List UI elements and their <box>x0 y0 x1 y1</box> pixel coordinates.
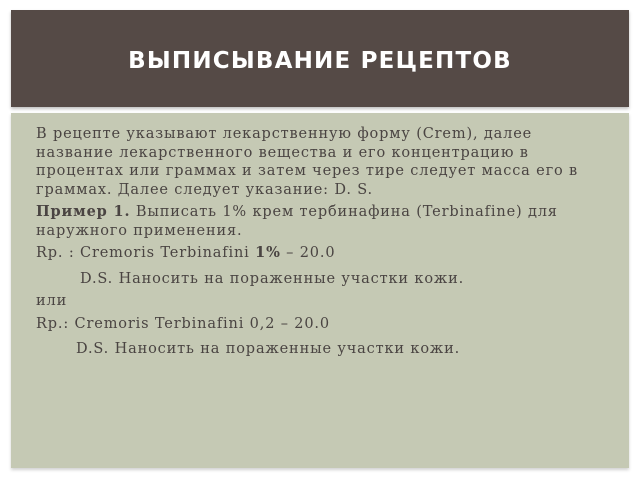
signature-line-2: D.S. Наносить на пораженные участки кожи. <box>76 341 461 357</box>
prescription-1-prefix: Rp. : Cremoris Terbinafini <box>36 245 256 261</box>
title-bar <box>11 10 629 107</box>
intro-paragraph: В рецепте указывают лекарственную форму (Crem), далее название лекарственного вещества и его концентрацию в процентах или граммах и затем через тире следует масса его в граммах. Далее следует указание: D. S. <box>36 126 579 198</box>
example-paragraph <box>36 203 611 240</box>
content-panel <box>11 113 629 468</box>
example-text: Выписать 1% крем тербинафина (Terbinafine) для наружного применения. <box>36 204 558 239</box>
or-separator: или <box>36 293 68 309</box>
content-body <box>36 125 611 363</box>
signature-line-1: D.S. Наносить на пораженные участки кожи. <box>80 270 465 287</box>
prescription-1-strength: 1% <box>255 244 281 261</box>
slide-title: ВЫПИСЫВАНИЕ РЕЦЕПТОВ <box>128 48 512 74</box>
prescription-1-suffix: – 20.0 <box>280 245 336 261</box>
prescription-line-1 <box>36 244 611 263</box>
prescription-line-2: Rp.: Cremoris Terbinafini 0,2 – 20.0 <box>36 315 330 332</box>
example-label: Пример 1. <box>36 203 131 220</box>
